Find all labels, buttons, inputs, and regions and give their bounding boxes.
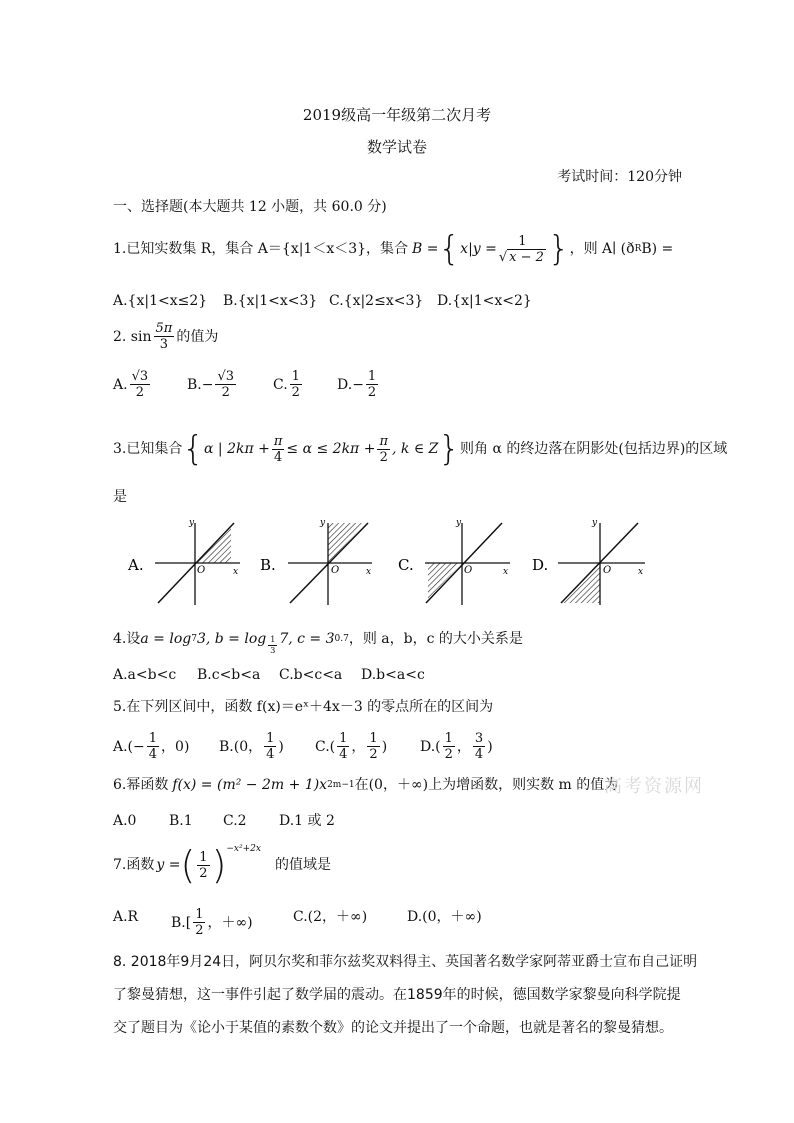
q5-option-a — [113, 732, 189, 761]
q3-frac1-den: 4 — [273, 449, 283, 465]
q2-option-d-num: 1 — [367, 369, 377, 384]
q6-option-b: B.1 — [169, 813, 193, 829]
q3-graph-c-origin: O — [464, 565, 473, 576]
q7-option-b-num: 1 — [195, 907, 204, 922]
q2-option-d-den: 2 — [367, 385, 377, 400]
q4-suffix: ，则 a，b，c 的大小关系是 — [348, 630, 523, 647]
q6-option-c: C.2 — [223, 813, 247, 829]
q5-option-c — [315, 732, 387, 761]
q7-option-d: D.(0，＋∞) — [407, 909, 482, 925]
question-1 — [113, 229, 674, 269]
q5-option-c-frac1 — [337, 732, 349, 761]
q5-option-b-label: B.(0， — [219, 738, 263, 755]
q2-frac-num: 5π — [155, 321, 173, 336]
q7-num: 1 — [199, 849, 208, 865]
q5-option-d-mid: ， — [456, 738, 471, 755]
q3-graph-b-x-label: x — [366, 567, 372, 577]
q2-option-c — [273, 370, 304, 399]
q2-option-c-frac — [290, 370, 302, 399]
q2-option-a-label: A. — [113, 376, 128, 393]
q7-option-b-frac — [193, 908, 205, 937]
question-6 — [113, 776, 618, 794]
section-heading: 一、选择题(本大题共 12 小题，共 60.0 分) — [113, 199, 387, 215]
q3-graph-c-shade — [428, 563, 462, 599]
q6-suffix: 在(0，＋∞)上为增函数，则实数 m 的值为 — [354, 777, 619, 793]
q5-option-b — [219, 732, 284, 761]
q5-option-c-mid: ， — [351, 738, 366, 755]
q3-graph-a-y-label: y — [189, 518, 195, 528]
q7-option-a: A.R — [113, 909, 139, 925]
q5-option-b-n1: 1 — [266, 731, 275, 746]
q8-line-1: 8. 2018年9月24日，阿贝尔奖和菲尔兹奖双料得主、英国著名数学家阿蒂亚爵士宣布自己证明 — [113, 954, 698, 970]
q2-option-b-sign: − — [201, 376, 214, 393]
q2-option-b — [187, 370, 238, 399]
q6-prefix: 6.幂函数 — [113, 777, 169, 793]
q1-prefix: 1.已知实数集 R，集合 A＝{x|1＜x＜3}，集合 — [113, 241, 409, 257]
q6-expr: f(x) = (m² − 2m + 1)x — [172, 777, 328, 793]
q4-expr3: 7, c = 3 — [279, 630, 335, 647]
q5-option-d-frac2 — [473, 732, 485, 761]
question-2 — [113, 322, 218, 351]
q6-exp: 2m−1 — [327, 780, 355, 790]
q3-graphs — [120, 515, 660, 610]
q3-graph-d-y-label: y — [592, 518, 598, 528]
q7-option-b-end: ，＋∞) — [207, 914, 253, 931]
q2-option-d-frac — [366, 370, 378, 399]
q2-prefix: 2. sin — [113, 328, 152, 345]
q2-fraction — [154, 322, 175, 351]
q2-option-d-label: D. — [337, 376, 353, 393]
q3-graph-b-label: B. — [260, 556, 276, 574]
q3-graph-d-x-label: x — [638, 567, 644, 577]
q1-suffix-sub: R — [634, 244, 642, 254]
q1-set-bar: | — [468, 241, 473, 257]
q3-right-brace: } — [438, 429, 460, 469]
q2-option-a-num: √3 — [131, 369, 149, 384]
q4-expr2: 3, b = log — [196, 630, 267, 647]
q3-frac1 — [272, 435, 285, 464]
q5-option-b-d1: 4 — [266, 747, 275, 762]
q5-option-b-frac1 — [264, 732, 276, 761]
q3-set-a: α | 2kπ + — [204, 441, 270, 457]
q7-option-c: C.(2，＋∞) — [293, 909, 368, 925]
q3-graph-a-label: A. — [128, 556, 144, 574]
q2-option-a-den: 2 — [135, 385, 144, 400]
q3-graph-a-origin: O — [197, 565, 206, 576]
q3-left-brace: { — [182, 429, 204, 469]
q7-prefix: 7.函数 — [113, 857, 155, 873]
q5-option-c-n2: 1 — [369, 731, 378, 746]
q4-base1: 7 — [191, 633, 197, 644]
q5-option-d-end: ) — [487, 738, 493, 755]
q4-option-c: C.b<c<a — [279, 667, 343, 683]
q5-option-d-frac1 — [443, 732, 455, 761]
watermark: 高考资源网 — [604, 776, 704, 797]
q2-option-b-num: √3 — [217, 369, 235, 384]
q3-frac2-num: π — [379, 433, 388, 449]
q5-option-d-n2: 3 — [474, 731, 484, 746]
q5-option-c-d2: 2 — [369, 747, 378, 762]
question-7 — [113, 843, 331, 887]
q3-graph-b-y-label: y — [320, 518, 326, 528]
q8-line-2: 了黎曼猜想，这一事件引起了数学届的震动。在1859年的时候，德国数学家黎曼向科学院提 — [113, 987, 681, 1003]
q2-frac-den: 3 — [159, 337, 169, 352]
q7-frac — [197, 851, 209, 880]
q7-den: 2 — [199, 865, 208, 881]
q6-option-a: A.0 — [113, 813, 137, 829]
q5-option-a-d1: 4 — [148, 747, 158, 762]
q1-option-c: C.{x|2≤x<3} — [329, 293, 424, 309]
q5-option-d-label: D.( — [420, 738, 441, 755]
question-5: 5.在下列区间中，函数 f(x)＝eˣ＋4x－3 的零点所在的区间为 — [113, 699, 494, 715]
q7-left-paren: ( — [180, 843, 196, 887]
q3-graph-b — [260, 518, 372, 605]
q4-text-a: 4.设 — [113, 630, 141, 647]
q1-suffix-end: B) = — [641, 241, 674, 257]
q3-set-mid: ≤ α ≤ 2kπ + — [286, 441, 376, 457]
q3-frac1-num: π — [273, 433, 283, 449]
q3-graph-c — [398, 518, 510, 605]
q1-option-b: B.{x|1<x<3} — [223, 293, 318, 309]
q3-frac2-den: 2 — [379, 449, 388, 465]
q5-option-c-label: C.( — [315, 738, 336, 755]
q4-base2 — [268, 636, 277, 655]
q8-line-3: 交了题目为《论小于某值的素数个数》的论文并提出了一个命题，也就是著名的黎曼猜想。 — [113, 1020, 673, 1036]
q5-option-d-d1: 2 — [444, 747, 453, 762]
q3-graph-d-label: D. — [532, 556, 549, 574]
q7-option-b-label: B.[ — [171, 914, 192, 931]
q3-set-end: , k ∈ Z — [391, 441, 439, 457]
q4-option-b: B.c<b<a — [197, 667, 261, 683]
q1-option-a: A.{x|1<x≤2} — [113, 293, 208, 309]
q2-option-b-label: B. — [187, 376, 202, 393]
q1-set-y: y = — [472, 241, 497, 257]
q1-left-brace: { — [438, 229, 461, 269]
q5-option-c-d1: 4 — [339, 747, 348, 762]
q5-option-a-label: A.(− — [113, 738, 145, 755]
q4-expr: a = log — [140, 630, 192, 647]
question-4 — [113, 622, 523, 655]
q3-graph-c-y-label: y — [456, 518, 462, 528]
q3-suffix: 则角 α 的终边落在阴影处(包括边界)的区域 — [460, 441, 728, 457]
question-8 — [113, 946, 697, 1045]
q7-y: y = — [156, 857, 181, 873]
q1-set-x: x — [460, 241, 469, 257]
q2-option-a — [113, 370, 152, 399]
q1-right-brace: } — [547, 229, 570, 269]
q3-graph-b-origin: O — [331, 565, 340, 576]
q5-option-b-mid: ) — [278, 738, 284, 755]
q5-option-d-n1: 1 — [444, 731, 453, 746]
q5-option-a-n1: 1 — [148, 731, 158, 746]
q5-option-c-end: ) — [381, 738, 388, 755]
q3-graph-a-x-label: x — [233, 567, 239, 577]
q3-frac2 — [377, 435, 390, 464]
q1-option-d: D.{x|1<x<2} — [437, 293, 532, 309]
q1-set-b-lhs: B = — [412, 241, 439, 257]
q7-right-paren: ) — [211, 843, 227, 887]
q7-option-b — [171, 908, 253, 937]
q2-option-c-label: C. — [273, 376, 288, 393]
q4-option-d: D.b<a<c — [361, 667, 425, 683]
q4-option-a: A.a<b<c — [113, 667, 177, 683]
q2-option-b-den: 2 — [221, 385, 230, 400]
exam-subtitle: 数学试卷 — [366, 138, 427, 156]
q2-option-c-num: 1 — [291, 369, 300, 384]
q7-option-b-den: 2 — [195, 923, 204, 938]
q2-option-d-sign: − — [352, 376, 364, 393]
q5-option-a-frac1 — [147, 732, 159, 761]
q5-option-d — [420, 732, 493, 761]
q1-suffix: ，则 A∣ (ð — [569, 241, 635, 257]
q3-graph-c-x-label: x — [503, 567, 509, 577]
q2-option-d — [337, 370, 380, 399]
exam-time: 考试时间：120分钟 — [557, 169, 682, 185]
q1-fraction — [499, 235, 546, 264]
q2-option-c-den: 2 — [291, 385, 300, 400]
q3-graph-c-label: C. — [398, 556, 414, 574]
q7-exp: −x²+2x — [226, 844, 261, 854]
q2-option-b-frac — [215, 370, 236, 399]
question-3 — [113, 429, 728, 469]
q3-graph-d-origin: O — [603, 565, 612, 576]
q4-base2-den: 3 — [270, 646, 276, 655]
q1-frac-den-wrap: √ x − 2 — [498, 249, 544, 265]
q5-option-a-mid: ，0) — [161, 738, 190, 755]
q3-graph-d — [532, 518, 645, 605]
q5-option-d-d2: 4 — [474, 747, 484, 762]
q1-frac-den: x − 2 — [509, 249, 544, 265]
q4-base2-num: 1 — [270, 635, 276, 644]
q2-option-a-frac — [130, 370, 151, 399]
q1-frac-num: 1 — [518, 233, 527, 249]
q3-line2: 是 — [113, 489, 127, 505]
exam-title: 2019级高一年级第二次月考 — [302, 106, 492, 124]
q3-prefix: 3.已知集合 — [113, 441, 183, 457]
q6-option-d: D.1 或 2 — [279, 813, 335, 829]
q2-suffix: 的值为 — [176, 328, 219, 345]
q4-c-exp: 0.7 — [334, 633, 349, 644]
q5-option-c-frac2 — [367, 732, 379, 761]
q3-graph-b-shade — [328, 523, 366, 563]
q3-graph-a — [127, 518, 240, 605]
q7-suffix: 的值域是 — [274, 857, 331, 873]
q5-option-c-n1: 1 — [339, 731, 348, 746]
